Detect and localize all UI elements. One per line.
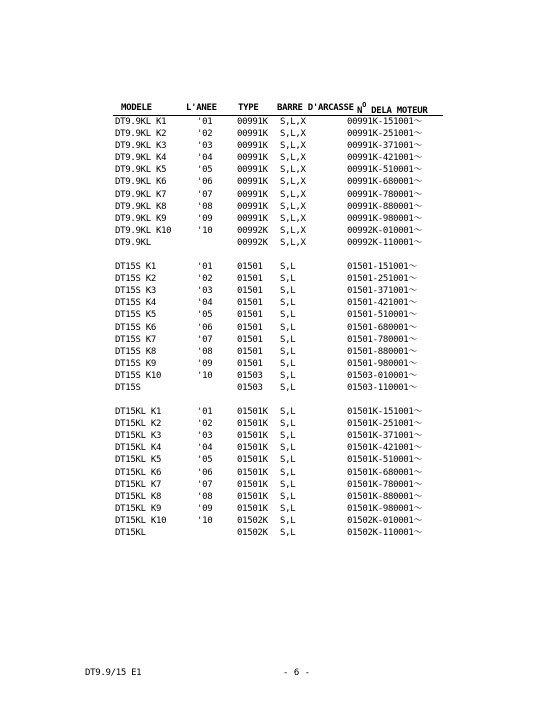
table-row xyxy=(113,467,443,479)
cell-year: '06 xyxy=(197,467,213,478)
cell-model: DT15S K4 xyxy=(115,298,156,309)
cell-type: 00992K xyxy=(237,225,268,236)
cell-year: '04 xyxy=(197,153,213,164)
cell-barre: S,L,X xyxy=(280,237,306,248)
cell-type: 01501K xyxy=(237,455,268,466)
table-row xyxy=(113,442,443,454)
cell-barre: S,L,X xyxy=(280,225,306,236)
cell-type: 01501 xyxy=(237,322,263,333)
cell-type: 00991K xyxy=(237,129,268,140)
table-row xyxy=(113,201,443,213)
table-row xyxy=(113,515,443,527)
cell-model: DT15KL K1 xyxy=(115,407,162,418)
table-row xyxy=(113,128,443,140)
cell-model: DT15KL K6 xyxy=(115,467,162,478)
cell-model: DT9.9KL K3 xyxy=(115,141,167,152)
cell-no: 01501-510001～ xyxy=(347,310,418,321)
header-barre: BARRE D'ARCASSE xyxy=(277,103,354,113)
cell-no: 00991K-980001～ xyxy=(347,213,423,224)
cell-type: 01503 xyxy=(237,370,263,381)
table-row xyxy=(113,261,443,273)
header-modele: MODELE xyxy=(121,103,152,113)
cell-no: 01501-680001～ xyxy=(347,322,418,333)
header-no-prefix: N xyxy=(357,106,363,116)
cell-type: 01501 xyxy=(237,274,263,285)
cell-no: 01501K-510001～ xyxy=(347,455,423,466)
cell-barre: S,L xyxy=(280,310,296,321)
table-row xyxy=(113,237,443,249)
table-row xyxy=(113,370,443,382)
cell-barre: S,L xyxy=(280,491,296,502)
cell-year: '10 xyxy=(197,515,213,526)
cell-no: 00992K-010001～ xyxy=(347,225,423,236)
cell-type: 01501K xyxy=(237,407,268,418)
cell-barre: S,L xyxy=(280,431,296,442)
cell-model: DT9.9KL xyxy=(115,237,151,248)
header-annee: L'ANEE xyxy=(186,103,217,113)
cell-barre: S,L,X xyxy=(280,165,306,176)
cell-no: 01503-010001～ xyxy=(347,370,418,381)
cell-year: '03 xyxy=(197,431,213,442)
cell-year: '02 xyxy=(197,419,213,430)
cell-year: '10 xyxy=(197,225,213,236)
cell-model: DT15KL K9 xyxy=(115,503,162,514)
cell-barre: S,L,X xyxy=(280,117,306,127)
table-row xyxy=(113,140,443,152)
cell-barre: S,L xyxy=(280,262,296,273)
header-no-sup: O xyxy=(362,101,367,109)
table-row xyxy=(113,406,443,418)
cell-no: 01501-980001～ xyxy=(347,358,418,369)
cell-type: 00991K xyxy=(237,117,268,127)
table-row xyxy=(113,382,443,394)
cell-no: 00991K-371001～ xyxy=(347,141,423,152)
cell-barre: S,L xyxy=(280,455,296,466)
cell-no: 00992K-110001～ xyxy=(347,237,423,248)
cell-year: '09 xyxy=(197,213,213,224)
cell-model: DT9.9KL K7 xyxy=(115,189,167,200)
cell-type: 00991K xyxy=(237,189,268,200)
table-row xyxy=(113,430,443,442)
cell-no: 01501-780001～ xyxy=(347,334,418,345)
cell-no: 01501K-251001～ xyxy=(347,419,423,430)
table-row xyxy=(113,346,443,358)
cell-no: 01501K-780001～ xyxy=(347,479,423,490)
cell-type: 01501K xyxy=(237,431,268,442)
cell-model: DT15S K3 xyxy=(115,286,156,297)
cell-model: DT15KL K10 xyxy=(115,515,167,526)
cell-type: 00991K xyxy=(237,141,268,152)
cell-year: '01 xyxy=(197,407,213,418)
cell-barre: S,L,X xyxy=(280,153,306,164)
cell-type: 01501 xyxy=(237,346,263,357)
cell-model: DT15KL K7 xyxy=(115,479,162,490)
cell-type: 01501 xyxy=(237,298,263,309)
cell-model: DT15S K10 xyxy=(115,370,162,381)
cell-barre: S,L,X xyxy=(280,189,306,200)
cell-barre: S,L,X xyxy=(280,177,306,188)
cell-no: 01501K-680001～ xyxy=(347,467,423,478)
cell-no: 00991K-780001～ xyxy=(347,189,423,200)
cell-no: 01501K-880001～ xyxy=(347,491,423,502)
cell-year: '01 xyxy=(197,117,213,127)
cell-barre: S,L xyxy=(280,334,296,345)
cell-no: 01501-371001～ xyxy=(347,286,418,297)
cell-year: '05 xyxy=(197,455,213,466)
cell-barre: S,L xyxy=(280,358,296,369)
cell-year: '02 xyxy=(197,274,213,285)
cell-type: 01502K xyxy=(237,528,268,538)
cell-barre: S,L xyxy=(280,419,296,430)
cell-barre: S,L xyxy=(280,346,296,357)
cell-model: DT15S xyxy=(115,382,141,393)
cell-no: 00991K-680001～ xyxy=(347,177,423,188)
cell-barre: S,L xyxy=(280,322,296,333)
cell-model: DT9.9KL K6 xyxy=(115,177,167,188)
cell-barre: S,L xyxy=(280,407,296,418)
cell-year: '07 xyxy=(197,479,213,490)
cell-type: 01501K xyxy=(237,479,268,490)
cell-year: '06 xyxy=(197,322,213,333)
cell-no: 00991K-251001～ xyxy=(347,129,423,140)
cell-no: 01501K-371001～ xyxy=(347,431,423,442)
cell-barre: S,L xyxy=(280,503,296,514)
group-spacer xyxy=(113,249,443,261)
cell-model: DT15KL K8 xyxy=(115,491,162,502)
group-spacer xyxy=(113,394,443,406)
cell-year: '03 xyxy=(197,141,213,152)
cell-type: 00991K xyxy=(237,201,268,212)
cell-no: 01501-251001～ xyxy=(347,274,418,285)
table-row xyxy=(113,491,443,503)
table-row xyxy=(113,322,443,334)
cell-year: '03 xyxy=(197,286,213,297)
cell-year: '08 xyxy=(197,201,213,212)
cell-model: DT15KL K5 xyxy=(115,455,162,466)
cell-barre: S,L,X xyxy=(280,201,306,212)
table-row xyxy=(113,152,443,164)
cell-barre: S,L xyxy=(280,286,296,297)
cell-year: '08 xyxy=(197,491,213,502)
cell-year: '04 xyxy=(197,443,213,454)
header-type: TYPE xyxy=(238,103,259,113)
cell-model: DT15KL K3 xyxy=(115,431,162,442)
table-row xyxy=(113,176,443,188)
cell-model: DT9.9KL K5 xyxy=(115,165,167,176)
cell-no: 01501K-151001～ xyxy=(347,407,423,418)
cell-barre: S,L xyxy=(280,382,296,393)
table-row xyxy=(113,527,443,539)
cell-type: 00992K xyxy=(237,237,268,248)
cell-barre: S,L xyxy=(280,443,296,454)
cell-no: 00991K-151001～ xyxy=(347,117,423,127)
cell-year: '05 xyxy=(197,165,213,176)
table-row xyxy=(113,454,443,466)
table-row xyxy=(113,213,443,225)
cell-no: 00991K-880001～ xyxy=(347,201,423,212)
cell-year: '07 xyxy=(197,189,213,200)
cell-no: 00991K-421001～ xyxy=(347,153,423,164)
table-row xyxy=(113,116,443,128)
cell-model: DT15S K1 xyxy=(115,262,156,273)
cell-model: DT15S K2 xyxy=(115,274,156,285)
cell-model: DT15S K5 xyxy=(115,310,156,321)
cell-model: DT15KL K2 xyxy=(115,419,162,430)
cell-type: 01501K xyxy=(237,443,268,454)
cell-no: 01501-151001～ xyxy=(347,262,418,273)
cell-year: '07 xyxy=(197,334,213,345)
cell-barre: S,L xyxy=(280,298,296,309)
cell-type: 01501K xyxy=(237,491,268,502)
header-no xyxy=(357,103,427,116)
cell-no: 01503-110001～ xyxy=(347,382,418,393)
table-row xyxy=(113,503,443,515)
cell-type: 01502K xyxy=(237,515,268,526)
table-body xyxy=(113,116,443,539)
cell-model: DT9.9KL K1 xyxy=(115,117,167,127)
cell-model: DT9.9KL K2 xyxy=(115,129,167,140)
cell-barre: S,L xyxy=(280,370,296,381)
model-table xyxy=(113,103,443,539)
cell-type: 01501 xyxy=(237,310,263,321)
cell-type: 01501K xyxy=(237,467,268,478)
cell-model: DT15KL K4 xyxy=(115,443,162,454)
cell-type: 00991K xyxy=(237,177,268,188)
cell-barre: S,L xyxy=(280,528,296,538)
cell-type: 00991K xyxy=(237,213,268,224)
cell-type: 01501 xyxy=(237,262,263,273)
cell-barre: S,L,X xyxy=(280,213,306,224)
cell-type: 01501 xyxy=(237,334,263,345)
cell-barre: S,L,X xyxy=(280,141,306,152)
table-row xyxy=(113,285,443,297)
cell-no: 01502K-010001～ xyxy=(347,515,423,526)
cell-type: 01503 xyxy=(237,382,263,393)
table-row xyxy=(113,479,443,491)
cell-model: DT9.9KL K10 xyxy=(115,225,172,236)
cell-barre: S,L xyxy=(280,274,296,285)
table-row xyxy=(113,273,443,285)
cell-model: DT15KL xyxy=(115,528,146,538)
cell-year: '04 xyxy=(197,298,213,309)
cell-year: '02 xyxy=(197,129,213,140)
cell-year: '09 xyxy=(197,503,213,514)
cell-year: '10 xyxy=(197,370,213,381)
cell-type: 00991K xyxy=(237,165,268,176)
cell-model: DT15S K8 xyxy=(115,346,156,357)
cell-year: '09 xyxy=(197,358,213,369)
cell-model: DT15S K7 xyxy=(115,334,156,345)
cell-no: 01501K-421001～ xyxy=(347,443,423,454)
cell-barre: S,L xyxy=(280,479,296,490)
cell-type: 00991K xyxy=(237,153,268,164)
cell-model: DT15S K6 xyxy=(115,322,156,333)
cell-no: 01501-421001～ xyxy=(347,298,418,309)
cell-no: 01501-880001～ xyxy=(347,346,418,357)
cell-barre: S,L xyxy=(280,467,296,478)
cell-type: 01501 xyxy=(237,358,263,369)
cell-type: 01501K xyxy=(237,419,268,430)
table-row xyxy=(113,358,443,370)
cell-model: DT15S K9 xyxy=(115,358,156,369)
table-row xyxy=(113,309,443,321)
table-row xyxy=(113,189,443,201)
table-row xyxy=(113,225,443,237)
cell-type: 01501 xyxy=(237,286,263,297)
cell-no: 01502K-110001～ xyxy=(347,528,423,538)
footer-page-number: - 6 - xyxy=(283,668,311,678)
cell-model: DT9.9KL K9 xyxy=(115,213,167,224)
header-no-suffix: DELA MOTEUR xyxy=(366,106,428,116)
cell-year: '01 xyxy=(197,262,213,273)
footer-doc-id: DT9.9/15 E1 xyxy=(85,668,142,678)
cell-year: '06 xyxy=(197,177,213,188)
cell-year: '05 xyxy=(197,310,213,321)
table-row xyxy=(113,334,443,346)
table-header xyxy=(113,103,443,116)
cell-model: DT9.9KL K4 xyxy=(115,153,167,164)
table-row xyxy=(113,297,443,309)
table-row xyxy=(113,164,443,176)
cell-barre: S,L xyxy=(280,515,296,526)
cell-no: 00991K-510001～ xyxy=(347,165,423,176)
cell-no: 01501K-980001～ xyxy=(347,503,423,514)
cell-year: '08 xyxy=(197,346,213,357)
cell-type: 01501K xyxy=(237,503,268,514)
table-row xyxy=(113,418,443,430)
cell-barre: S,L,X xyxy=(280,129,306,140)
cell-model: DT9.9KL K8 xyxy=(115,201,167,212)
